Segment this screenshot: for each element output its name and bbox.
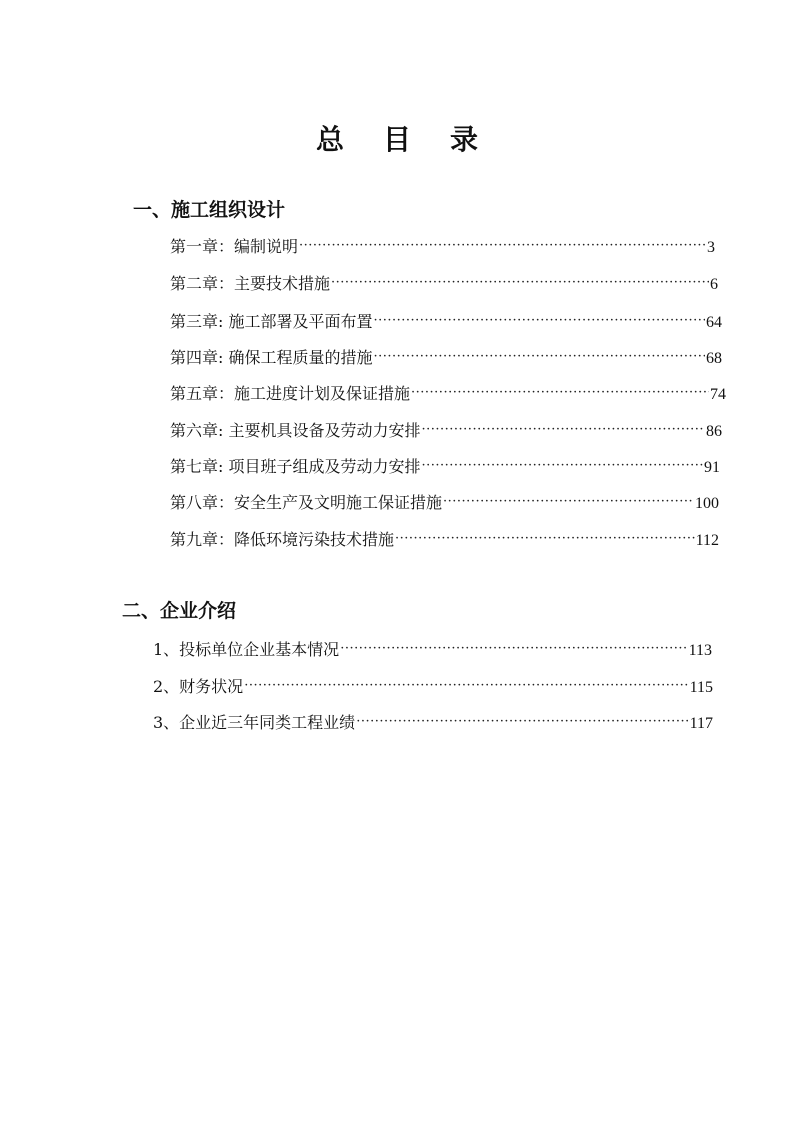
dot-leader xyxy=(443,494,694,510)
section-heading-construction-design: 一、施工组织设计 xyxy=(133,199,286,221)
toc-entry-title: 第六章: 主要机具设备及劳动力安排 xyxy=(170,421,421,440)
toc-entry-page: 68 xyxy=(706,350,722,367)
toc-entry-page: 112 xyxy=(695,532,719,549)
toc-entry-page: 86 xyxy=(706,423,722,440)
dot-leader xyxy=(395,531,695,547)
toc-entry-page: 91 xyxy=(704,459,720,476)
toc-entry-title: 第四章: 确保工程质量的措施 xyxy=(170,348,373,367)
toc-entry-title: 第八章：安全生产及文明施工保证措施 xyxy=(170,493,443,512)
toc-entry[interactable] xyxy=(153,673,713,697)
toc-entry[interactable] xyxy=(170,344,722,368)
toc-entry[interactable] xyxy=(153,636,712,660)
toc-entry-title: 第五章：施工进度计划及保证措施 xyxy=(170,384,411,403)
toc-entry-page: 100 xyxy=(695,495,719,512)
dot-leader xyxy=(421,458,703,474)
toc-entry-title: 2、财务状况 xyxy=(153,677,244,696)
toc-entry-page: 6 xyxy=(710,276,718,293)
dot-leader xyxy=(331,275,709,291)
toc-entry[interactable] xyxy=(170,233,715,257)
toc-entry-page: 64 xyxy=(706,314,722,331)
toc-entry-page: 117 xyxy=(689,715,713,732)
toc-entry[interactable] xyxy=(170,308,722,332)
toc-entry[interactable] xyxy=(153,709,713,733)
toc-entry-title: 3、企业近三年同类工程业绩 xyxy=(153,713,356,732)
toc-entry-title: 1、投标单位企业基本情况 xyxy=(153,640,340,659)
dot-leader xyxy=(244,678,688,694)
toc-entry-title: 第九章：降低环境污染技术措施 xyxy=(170,530,395,549)
toc-entry-title: 第二章：主要技术措施 xyxy=(170,274,331,293)
dot-leader xyxy=(299,238,706,254)
dot-leader xyxy=(421,422,705,438)
toc-entry-title: 第三章: 施工部署及平面布置 xyxy=(170,312,373,331)
dot-leader xyxy=(411,385,709,401)
toc-entry-page: 74 xyxy=(710,386,726,403)
toc-entry[interactable] xyxy=(170,489,719,513)
toc-entry-title: 第一章：编制说明 xyxy=(170,237,299,256)
dot-leader xyxy=(373,313,705,329)
toc-entry-page: 113 xyxy=(688,642,712,659)
toc-entry[interactable] xyxy=(170,270,718,294)
toc-entry[interactable] xyxy=(170,417,722,441)
toc-entry-page: 3 xyxy=(707,239,715,256)
section-heading-company-intro: 二、企业介绍 xyxy=(122,600,237,622)
toc-entry-title: 第七章: 项目班子组成及劳动力安排 xyxy=(170,457,421,476)
toc-entry[interactable] xyxy=(170,526,719,550)
toc-entry-page: 115 xyxy=(689,679,713,696)
page-title: 总 目 录 xyxy=(316,123,478,156)
dot-leader xyxy=(356,714,688,730)
dot-leader xyxy=(340,641,687,657)
toc-entry[interactable] xyxy=(170,453,720,477)
toc-entry[interactable] xyxy=(170,380,726,404)
dot-leader xyxy=(373,349,705,365)
